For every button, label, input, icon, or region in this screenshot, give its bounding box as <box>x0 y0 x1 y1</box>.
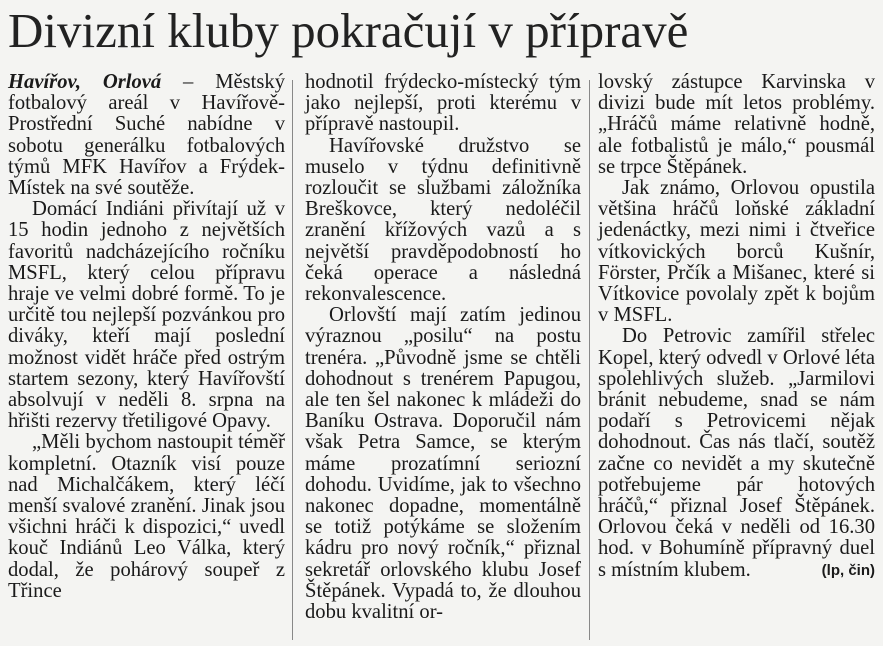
paragraph <box>598 326 875 580</box>
article-column-1 <box>8 72 285 602</box>
paragraph: Orlovští mají zatím jedinou výraznou „posilu“ na postu trenéra. „Původně jsme se chtěli dohodnout s trenérem Papugou, ale ten šel nakonec k mládeži do Baníku Ostrava. Doporučil nám však Petra Samce, se kterým máme prozatímní seriozní dohodu. Uvidíme, jak to všechno nakonec dopadne, momentálně se totiž potýkáme se složením kádru pro nový ročník,“ přiznal sekretář orlovského klubu Josef Štěpánek. Vypadá to, že dlouhou dobu kvalitní or- <box>305 304 581 624</box>
column-divider <box>589 80 590 640</box>
paragraph: Jak známo, Orlovou opustila většina hráčů loňské základní jedenáctky, mezi nimi i čtveřice vítkovických borců Kušnír, Förster, Prčík a Mišanec, které si Vítkovice povolaly zpět k bojům v MSFL. <box>598 177 875 327</box>
dateline: Havířov, Orlová <box>8 71 162 93</box>
author-signature: (lp, čin) <box>821 561 875 579</box>
paragraph: „Měli bychom nastoupit téměř kompletní. Otazník visí pouze nad Michalčákem, který léčí menší svalové zranění. Jinak jsou všichni hráči k dispozici,“ uvedl kouč Indiánů Leo Válka, který dodal, že pohárový soupeř z Třince <box>8 431 285 602</box>
article-headline: Divizní kluby pokračují v přípravě <box>8 3 689 58</box>
paragraph: Domácí Indiáni přivítají už v 15 hodin jednoho z největších favoritů nadcházejícího ročníku MSFL, který celou přípravu hraje ve velmi dobré formě. To je určitě tou nejlepší pozvánkou pro diváky, kteří mají poslední možnost vidět hráče před ostrým startem sezony, který Havířovští absolvují v neděli 8. srpna na hřišti rezervy třetiligové Opavy. <box>8 198 285 433</box>
article-column-2 <box>305 72 581 623</box>
paragraph: hodnotil frýdecko-místecký tým jako nejlepší, proti kterému v přípravě nastoupil. <box>305 71 581 136</box>
paragraph: Havířovské družstvo se muselo v týdnu definitivně rozloučit se službami záložníka Breškovce, který nedoléčil zranění křížových vazů a s největší pravděpodobností ho čeká operace a následná rekonvalescence. <box>305 134 581 306</box>
paragraph: lovský zástupce Karvinska v divizi bude mít letos problémy. „Hráčů máme relativně hodně, ale fotbalistů je málo,“ pousmál se trpce Štěpánek. <box>598 71 875 178</box>
lead-paragraph <box>8 72 285 199</box>
article-column-3 <box>598 72 875 581</box>
paragraph-text: Do Petrovic zamířil střelec Kopel, který odvedl v Orlové léta spolehlivých služeb. „Jarmilovi bránit nebudeme, snad se nám podaří s Petrovicemi nějak dohodnout. Čas nás tlačí, soutěž začne co nevidět a my skutečně potřebujeme pár hotových hráčů,“ přiznal Josef Štěpánek. Orlovou čeká v neděli od 16.30 hod. v Bohumíně přípravný duel s místním klubem. <box>598 325 875 581</box>
column-divider <box>292 80 293 640</box>
lead-text: – Městský fotbalový areál v Havířově-Prostřední Suché nabídne v sobotu generálku fotbalových týmů MFK Havířov a Frýdek-Místek na své soutěže. <box>8 71 285 200</box>
